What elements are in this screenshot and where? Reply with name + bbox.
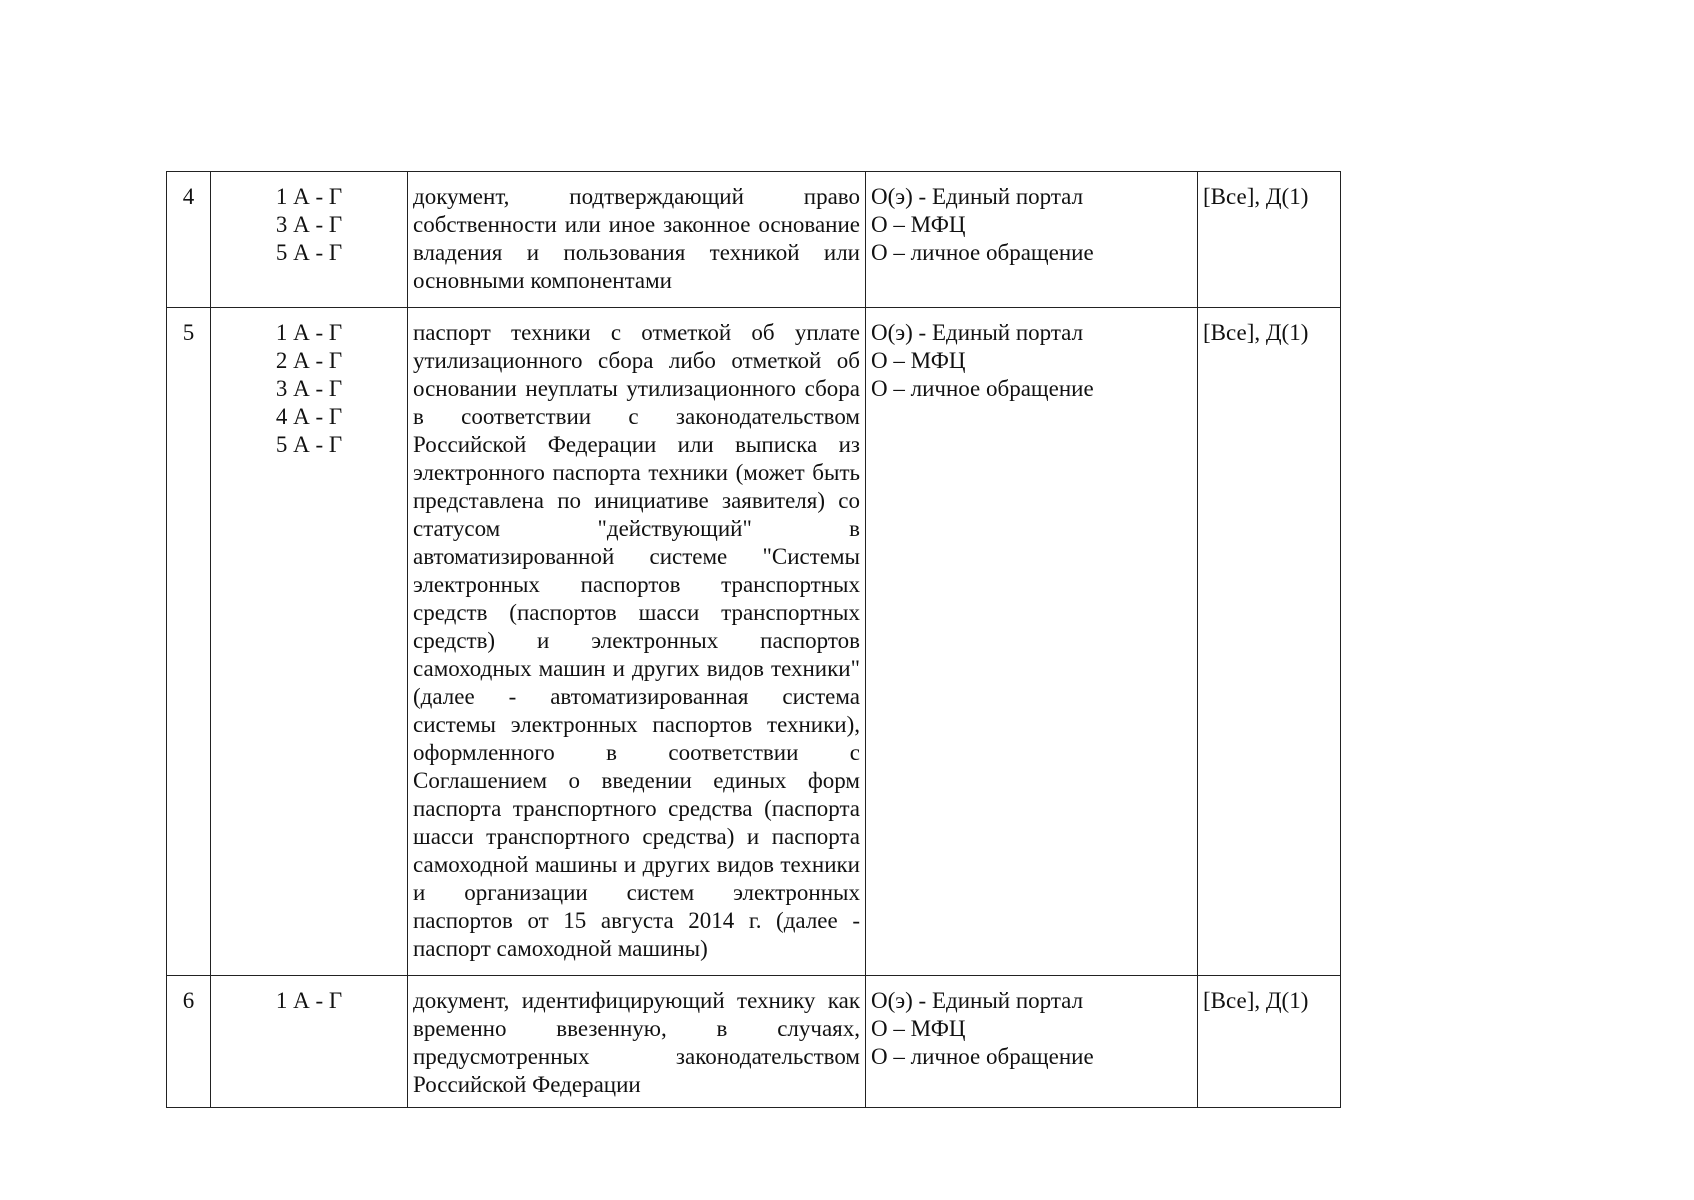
submission-line: О – МФЦ [871, 212, 966, 237]
code-line: 2 А - Г [275, 348, 343, 373]
row-number: 4 [167, 172, 211, 308]
applicant-codes [211, 172, 408, 308]
submission-line: О – МФЦ [871, 348, 966, 373]
submission-line: О – личное обращение [871, 376, 1094, 401]
code-line: 1 А - Г [275, 988, 343, 1013]
submission-line: О(э) - Единый портал [871, 320, 1084, 345]
applicant-codes [211, 976, 408, 1108]
submission-line: О – личное обращение [871, 240, 1094, 265]
row-number: 5 [167, 308, 211, 976]
document-notes: [Все], Д(1) [1198, 308, 1341, 976]
table-row [167, 172, 1341, 308]
code-line: 1 А - Г [275, 184, 343, 209]
row-number: 6 [167, 976, 211, 1108]
submission-line: О(э) - Единый портал [871, 184, 1084, 209]
submission-line: О – личное обращение [871, 1044, 1094, 1069]
code-line: 3 А - Г [275, 212, 343, 237]
document-description: паспорт техники с отметкой об уплате утилизационного сбора либо отметкой об основании неуплаты утилизационного сбора в соответствии с законодательством Российской Федерации или выписка из электронного паспорта техники (может быть представлена по инициативе заявителя) со статусом "действующий" в автоматизированной системе "Системы электронных паспортов транспортных средств (паспортов шасси транспортных средств) и электронных паспортов самоходных машин и других видов техники" (далее - автоматизированная система системы электронных паспортов техники), оформленного в соответствии с Соглашением о введении единых форм паспорта транспортного средства (паспорта шасси транспортного средства) и паспорта самоходной машины и других видов техники и организации систем электронных паспортов от 15 августа 2014 г. (далее - паспорт самоходной машины) [408, 308, 866, 976]
submission-line: О – МФЦ [871, 1016, 966, 1041]
document-table [166, 171, 1341, 1108]
document-notes: [Все], Д(1) [1198, 976, 1341, 1108]
table-row [167, 308, 1341, 976]
document-description: документ, идентифицирующий технику как временно ввезенную, в случаях, предусмотренных законодательством Российской Федерации [408, 976, 866, 1108]
table-row [167, 976, 1341, 1108]
submission-line: О(э) - Единый портал [871, 988, 1084, 1013]
code-line: 1 А - Г [275, 320, 343, 345]
submission-methods [866, 976, 1198, 1108]
submission-methods [866, 172, 1198, 308]
code-line: 5 А - Г [275, 432, 343, 457]
document-description: документ, подтверждающий право собственности или иное законное основание владения и пользования техникой или основными компонентами [408, 172, 866, 308]
code-line: 3 А - Г [275, 376, 343, 401]
submission-methods [866, 308, 1198, 976]
code-line: 4 А - Г [275, 404, 343, 429]
applicant-codes [211, 308, 408, 976]
document-notes: [Все], Д(1) [1198, 172, 1341, 308]
code-line: 5 А - Г [275, 240, 343, 265]
